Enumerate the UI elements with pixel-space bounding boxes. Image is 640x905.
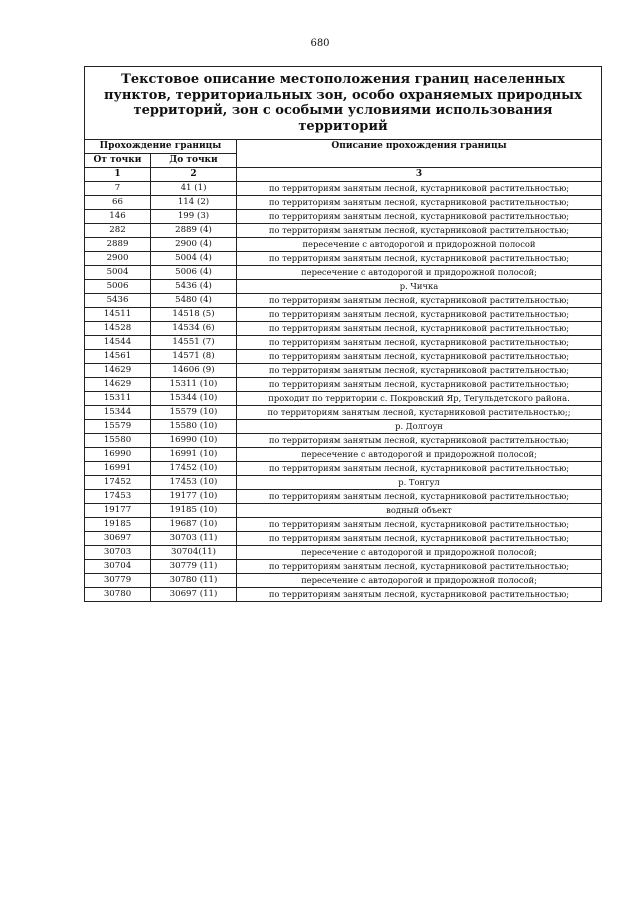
from-point-cell: 19177 (85, 504, 151, 518)
description-cell: по территориям занятым лесной, кустарниковой растительностью; (237, 294, 602, 308)
to-point-cell: 19687 (10) (151, 518, 237, 532)
to-point-cell: 2889 (4) (151, 224, 237, 238)
to-point-cell: 14551 (7) (151, 336, 237, 350)
header-numbers-row (85, 168, 602, 182)
title-row (85, 67, 602, 140)
to-point-cell: 114 (2) (151, 196, 237, 210)
description-cell: по территориям занятым лесной, кустарниковой растительностью; (237, 378, 602, 392)
table-head (85, 67, 602, 182)
from-point-cell: 7 (85, 182, 151, 196)
to-point-cell: 17452 (10) (151, 462, 237, 476)
from-point-cell: 15311 (85, 392, 151, 406)
table-row (85, 532, 602, 546)
document-title: Текстовое описание местоположения границ населенных пунктов, территориальных зон, особо охраняемых природных территорий, зон с особыми условиями использования территорий (85, 67, 602, 140)
table-row (85, 294, 602, 308)
description-cell: по территориям занятым лесной, кустарниковой растительностью; (237, 364, 602, 378)
table-row (85, 462, 602, 476)
table-row (85, 546, 602, 560)
to-point-cell: 199 (3) (151, 210, 237, 224)
description-cell: по территориям занятым лесной, кустарниковой растительностью; (237, 308, 602, 322)
from-point-cell: 5004 (85, 266, 151, 280)
from-point-cell: 146 (85, 210, 151, 224)
to-point-cell: 41 (1) (151, 182, 237, 196)
table-row (85, 378, 602, 392)
description-cell: пересечение с автодорогой и придорожной полосой; (237, 546, 602, 560)
header-from-point: От точки (85, 154, 151, 168)
from-point-cell: 19185 (85, 518, 151, 532)
description-cell: по территориям занятым лесной, кустарниковой растительностью;; (237, 406, 602, 420)
from-point-cell: 14511 (85, 308, 151, 322)
table-row (85, 448, 602, 462)
to-point-cell: 2900 (4) (151, 238, 237, 252)
description-cell: р. Чичка (237, 280, 602, 294)
table-row (85, 392, 602, 406)
description-cell: пересечение с автодорогой и придорожной полосой (237, 238, 602, 252)
table-row (85, 280, 602, 294)
from-point-cell: 5006 (85, 280, 151, 294)
from-point-cell: 282 (85, 224, 151, 238)
description-cell: по территориям занятым лесной, кустарниковой растительностью; (237, 224, 602, 238)
from-point-cell: 15344 (85, 406, 151, 420)
description-cell: по территориям занятым лесной, кустарниковой растительностью; (237, 252, 602, 266)
column-number-2: 2 (151, 168, 237, 182)
description-cell: по территориям занятым лесной, кустарниковой растительностью; (237, 588, 602, 602)
table-row (85, 434, 602, 448)
from-point-cell: 15579 (85, 420, 151, 434)
to-point-cell: 14606 (9) (151, 364, 237, 378)
to-point-cell: 30697 (11) (151, 588, 237, 602)
from-point-cell: 14629 (85, 378, 151, 392)
description-cell: по территориям занятым лесной, кустарниковой растительностью; (237, 336, 602, 350)
table-row (85, 336, 602, 350)
header-to-point: До точки (151, 154, 237, 168)
to-point-cell: 30703 (11) (151, 532, 237, 546)
table-row (85, 196, 602, 210)
to-point-cell: 14534 (6) (151, 322, 237, 336)
description-cell: р. Тонгул (237, 476, 602, 490)
from-point-cell: 14561 (85, 350, 151, 364)
description-cell: по территориям занятым лесной, кустарниковой растительностью; (237, 462, 602, 476)
description-cell: р. Долгоун (237, 420, 602, 434)
table-row (85, 322, 602, 336)
to-point-cell: 19177 (10) (151, 490, 237, 504)
table-row (85, 476, 602, 490)
boundary-table (84, 66, 602, 602)
from-point-cell: 15580 (85, 434, 151, 448)
from-point-cell: 30779 (85, 574, 151, 588)
from-point-cell: 30704 (85, 560, 151, 574)
description-cell: по территориям занятым лесной, кустарниковой растительностью; (237, 490, 602, 504)
description-cell: пересечение с автодорогой и придорожной полосой; (237, 574, 602, 588)
from-point-cell: 17452 (85, 476, 151, 490)
table-row (85, 490, 602, 504)
description-cell: по территориям занятым лесной, кустарниковой растительностью; (237, 518, 602, 532)
to-point-cell: 15580 (10) (151, 420, 237, 434)
table-row (85, 238, 602, 252)
table-row (85, 210, 602, 224)
header-boundary-passage: Прохождение границы (85, 140, 237, 154)
header-description: Описание прохождения границы (237, 140, 602, 168)
from-point-cell: 14544 (85, 336, 151, 350)
description-cell: проходит по территории с. Покровский Яр, Тегульдетского района. (237, 392, 602, 406)
table-row (85, 266, 602, 280)
to-point-cell: 5004 (4) (151, 252, 237, 266)
from-point-cell: 2900 (85, 252, 151, 266)
from-point-cell: 66 (85, 196, 151, 210)
from-point-cell: 5436 (85, 294, 151, 308)
table-row (85, 560, 602, 574)
description-cell: водный объект (237, 504, 602, 518)
description-cell: по территориям занятым лесной, кустарниковой растительностью; (237, 532, 602, 546)
table-row (85, 252, 602, 266)
description-cell: по территориям занятым лесной, кустарниковой растительностью; (237, 560, 602, 574)
from-point-cell: 14528 (85, 322, 151, 336)
to-point-cell: 19185 (10) (151, 504, 237, 518)
from-point-cell: 14629 (85, 364, 151, 378)
to-point-cell: 30780 (11) (151, 574, 237, 588)
to-point-cell: 15579 (10) (151, 406, 237, 420)
to-point-cell: 15344 (10) (151, 392, 237, 406)
table-row (85, 224, 602, 238)
column-number-3: 3 (237, 168, 602, 182)
to-point-cell: 15311 (10) (151, 378, 237, 392)
to-point-cell: 30704(11) (151, 546, 237, 560)
to-point-cell: 30779 (11) (151, 560, 237, 574)
from-point-cell: 30697 (85, 532, 151, 546)
table-row (85, 588, 602, 602)
from-point-cell: 16990 (85, 448, 151, 462)
table-row (85, 406, 602, 420)
from-point-cell: 16991 (85, 462, 151, 476)
table-row (85, 504, 602, 518)
table-row (85, 420, 602, 434)
to-point-cell: 14571 (8) (151, 350, 237, 364)
description-cell: по территориям занятым лесной, кустарниковой растительностью; (237, 210, 602, 224)
to-point-cell: 17453 (10) (151, 476, 237, 490)
from-point-cell: 30780 (85, 588, 151, 602)
description-cell: по территориям занятым лесной, кустарниковой растительностью; (237, 322, 602, 336)
description-cell: по территориям занятым лесной, кустарниковой растительностью; (237, 196, 602, 210)
description-cell: по территориям занятым лесной, кустарниковой растительностью; (237, 434, 602, 448)
column-number-1: 1 (85, 168, 151, 182)
from-point-cell: 17453 (85, 490, 151, 504)
header-row-1 (85, 140, 602, 154)
to-point-cell: 5436 (4) (151, 280, 237, 294)
table-row (85, 574, 602, 588)
table-row (85, 350, 602, 364)
page-number: 680 (310, 38, 330, 49)
to-point-cell: 16990 (10) (151, 434, 237, 448)
table-row (85, 518, 602, 532)
table-body (85, 182, 602, 602)
from-point-cell: 30703 (85, 546, 151, 560)
description-cell: по территориям занятым лесной, кустарниковой растительностью; (237, 182, 602, 196)
to-point-cell: 5006 (4) (151, 266, 237, 280)
table-row (85, 182, 602, 196)
description-cell: по территориям занятым лесной, кустарниковой растительностью; (237, 350, 602, 364)
table-row (85, 364, 602, 378)
description-cell: пересечение с автодорогой и придорожной полосой; (237, 448, 602, 462)
to-point-cell: 16991 (10) (151, 448, 237, 462)
description-cell: пересечение с автодорогой и придорожной полосой; (237, 266, 602, 280)
from-point-cell: 2889 (85, 238, 151, 252)
table-row (85, 308, 602, 322)
to-point-cell: 5480 (4) (151, 294, 237, 308)
to-point-cell: 14518 (5) (151, 308, 237, 322)
